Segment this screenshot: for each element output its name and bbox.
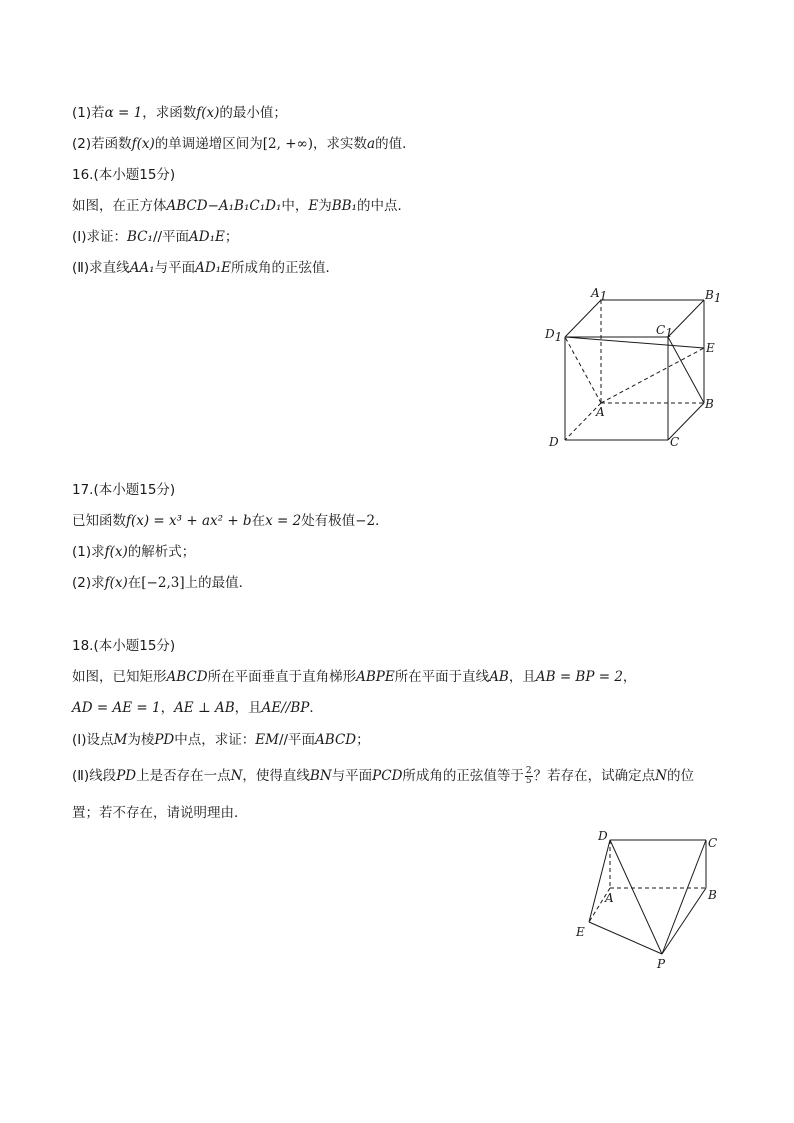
- q16-intro: 如图，在正方体ABCD−A₁B₁C₁D₁中，E为BB₁的中点．: [72, 198, 411, 214]
- label-A: A: [605, 891, 614, 905]
- label-B: B: [705, 397, 714, 411]
- q18-heading: 18.(本小题15分): [72, 638, 176, 654]
- label-D: D: [549, 435, 559, 449]
- label-D: D: [598, 829, 608, 843]
- q17-intro: 已知函数f(x) = x³ + ax² + b在x = 2处有极值−2．: [72, 513, 389, 529]
- label-A: A: [596, 405, 605, 419]
- q18-part2-cont: 置；若不存在，请说明理由．: [72, 805, 248, 821]
- label-D1: D1: [545, 327, 563, 344]
- fraction-two-fifths: $\frac{2}{5}$: [525, 765, 532, 786]
- q18-intro: 如图，已知矩形ABCD所在平面垂直于直角梯形ABPE所在平面于直线AB，且AB = BP = 2，: [72, 669, 637, 685]
- q17-heading: 17.(本小题15分): [72, 482, 176, 498]
- q18-part2: (Ⅱ)线段PD上是否存在一点N，使得直线BN与平面PCD所成角的正弦值等于 $\frac{2}{5}$ ？若存在，试确定点N的位: [72, 765, 694, 786]
- q16-part2: (Ⅱ)求直线AA₁与平面AD₁E所成角的正弦值．: [72, 260, 339, 276]
- label-C: C: [708, 836, 718, 850]
- q16-part1: (Ⅰ)求证：BC₁//平面AD₁E；: [72, 229, 239, 245]
- label-E: E: [706, 341, 715, 355]
- label-P: P: [657, 957, 666, 971]
- label-C: C: [670, 435, 680, 449]
- q15-part1: (1)若α = 1，求函数f(x)的最小值；: [72, 105, 287, 121]
- q18-conditions: AD = AE = 1，AE ⊥ AB，且AE//BP．: [72, 700, 323, 716]
- q17-part1: (1)求f(x)的解析式；: [72, 544, 196, 560]
- label-A1: A1: [591, 286, 608, 303]
- cube-figure: [540, 280, 730, 455]
- trapezoid-rectangle-figure: [570, 825, 730, 975]
- label-C1: C1: [656, 323, 673, 340]
- label-B: B: [708, 888, 717, 902]
- label-B1: B1: [705, 288, 722, 305]
- q15-part2: (2)若函数f(x)的单调递增区间为[2, +∞)，求实数a的值．: [72, 136, 416, 152]
- q17-part2: (2)求f(x)在[−2,3]上的最值．: [72, 575, 253, 591]
- q18-part1: (Ⅰ)设点M为棱PD中点，求证：EM//平面ABCD；: [72, 732, 370, 748]
- q16-heading: 16.(本小题15分): [72, 167, 176, 183]
- label-E: E: [576, 925, 585, 939]
